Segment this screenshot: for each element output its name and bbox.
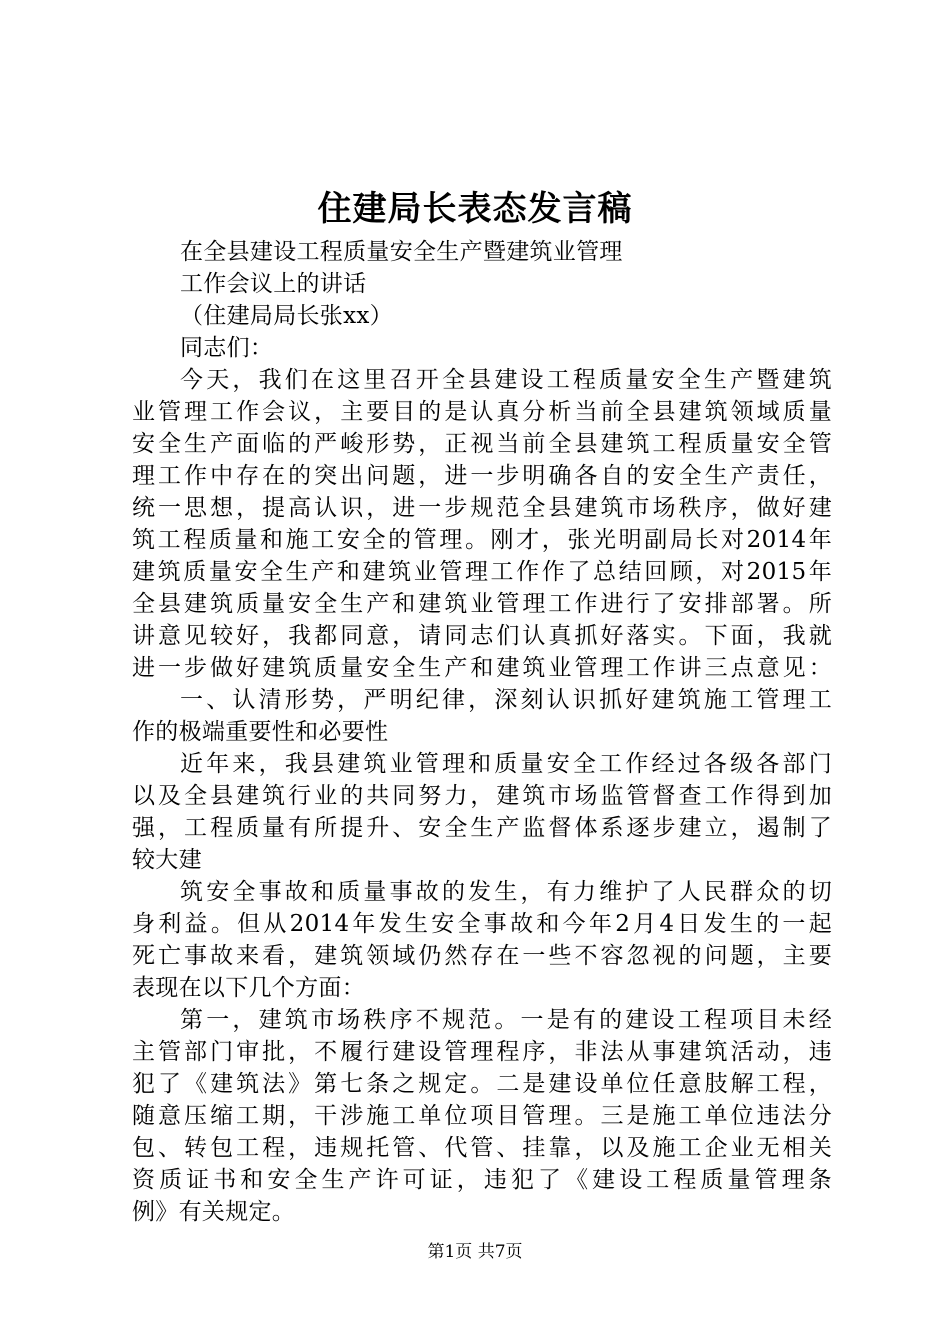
body-line: 主管部门审批，不履行建设管理程序，非法从事建筑活动，违 [132,1039,832,1065]
body-line: 工作会议上的讲话 [180,271,367,297]
body-line: 建筑质量安全生产和建筑业管理工作作了总结回顾，对2015年 [132,559,832,585]
document-body [132,236,832,1228]
body-line: 资质证书和安全生产许可证，违犯了《建设工程质量管理条 [132,1167,832,1193]
body-line: （住建局局长张xx） [180,303,393,329]
body-line: 近年来，我县建筑业管理和质量安全工作经过各级各部门 [180,751,832,777]
body-line: 例》有关规定。 [132,1199,296,1225]
body-line: 表现在以下几个方面： [132,975,365,1001]
body-line: 全县建筑质量安全生产和建筑业管理工作进行了安排部署。所 [132,591,832,617]
body-line: 同志们： [180,335,274,361]
body-line: 包、转包工程，违规托管、代管、挂靠，以及施工企业无相关 [132,1135,832,1161]
body-line: 理工作中存在的突出问题，进一步明确各自的安全生产责任， [132,463,832,489]
document-title: 住建局长表态发言稿 [317,189,633,229]
body-line: 业管理工作会议，主要目的是认真分析当前全县建筑领域质量 [132,399,832,425]
body-line: 一、认清形势，严明纪律，深刻认识抓好建筑施工管理工 [180,687,832,713]
body-line: 在全县建设工程质量安全生产暨建筑业管理 [180,239,623,265]
body-line: 较大建 [132,847,202,873]
body-line: 身利益。但从2014年发生安全事故和今年2月4日发生的一起 [132,911,832,937]
body-line: 讲意见较好，我都同意，请同志们认真抓好落实。下面，我就 [132,623,832,649]
body-line: 安全生产面临的严峻形势，正视当前全县建筑工程质量安全管 [132,431,832,457]
body-line: 死亡事故来看，建筑领域仍然存在一些不容忽视的问题，主要 [132,943,832,969]
body-line: 进一步做好建筑质量安全生产和建筑业管理工作讲三点意见： [132,655,832,681]
body-line: 作的极端重要性和必要性 [132,719,389,745]
body-line: 筑工程质量和施工安全的管理。刚才，张光明副局长对2014年 [132,527,832,553]
body-line: 第一，建筑市场秩序不规范。一是有的建设工程项目未经 [180,1007,832,1033]
body-line: 统一思想，提高认识，进一步规范全县建筑市场秩序，做好建 [132,495,832,521]
body-line: 犯了《建筑法》第七条之规定。二是建设单位任意肢解工程， [132,1071,832,1097]
body-line: 以及全县建筑行业的共同努力，建筑市场监管督查工作得到加 [132,783,832,809]
body-line: 今天，我们在这里召开全县建设工程质量安全生产暨建筑 [180,367,832,393]
page-footer: 第1页 共7页 [427,1242,523,1262]
body-line: 筑安全事故和质量事故的发生，有力维护了人民群众的切 [180,879,832,905]
body-line: 强，工程质量有所提升、安全生产监督体系逐步建立，遏制了 [132,815,832,841]
body-line: 随意压缩工期，干涉施工单位项目管理。三是施工单位违法分 [132,1103,832,1129]
